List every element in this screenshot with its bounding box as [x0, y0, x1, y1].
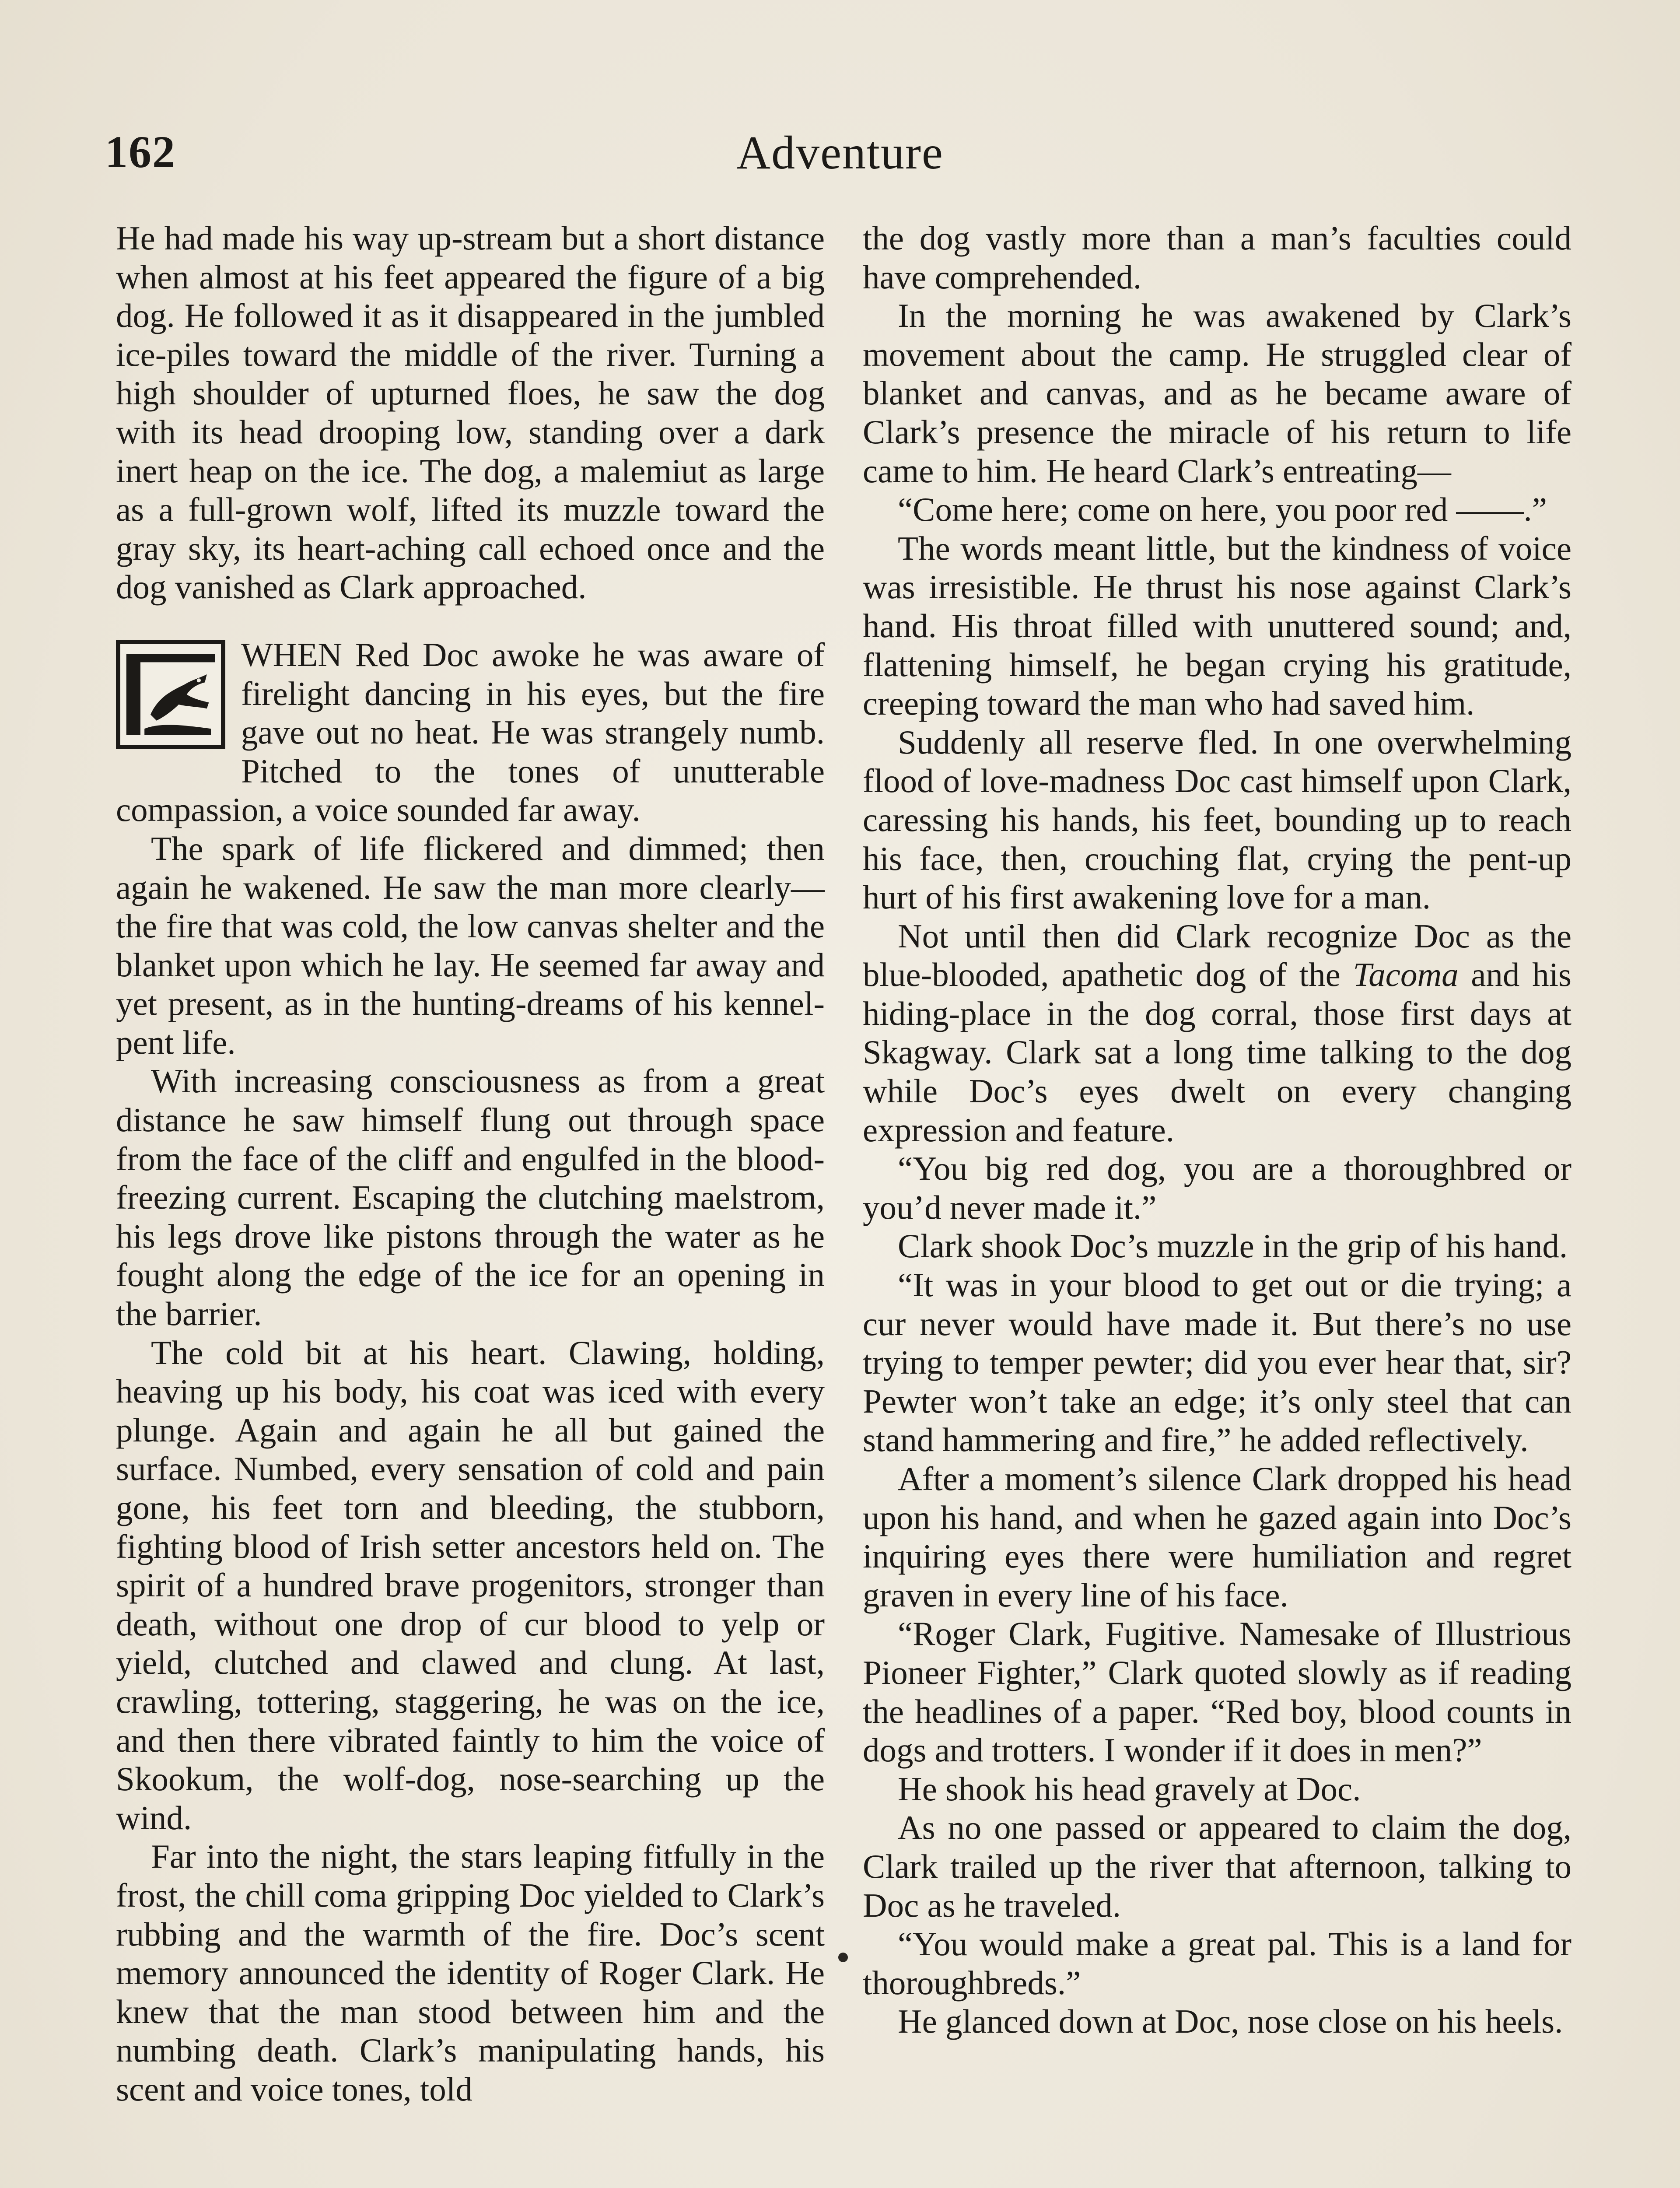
paragraph: The cold bit at his heart. Clawing, holding, heaving up his body, his coat was iced with every plunge. Again and again he all but gained the surface. Numbed, every sensation of cold and pain gone, his feet torn and bleeding, the stubborn, fighting blood of Irish setter ancestors held on. The spirit of a hundred brave progenitors, stronger than death, without one drop of cur blood to yelp or yield, clutched and clawed and clung. At last, crawling, tottering, staggering, he was on the ice, and then there vibrated faintly to him the voice of Skookum, the wolf-dog, nose-searching up the wind.	[116, 1333, 825, 1837]
left-column	[116, 219, 825, 2109]
ship-name: Tacoma	[1353, 956, 1459, 994]
dropcap-lead-word: WHEN	[241, 635, 342, 673]
paragraph: He shook his head gravely at Doc.	[898, 1770, 1361, 1808]
paragraph: Far into the night, the stars leaping fitfully in the frost, the chill coma gripping Doc yielded to Clark’s rubbing and the warmth of the fire. Doc’s scent memory announced the identity of Roger Clark. He knew that the man stood between him and the numbing death. Clark’s manipulating hands, his scent and voice tones, told	[116, 1837, 825, 2108]
paragraph: The spark of life flickered and dimmed; then again he wakened. He saw the man more clearly—the fire that was cold, the low canvas shelter and the blanket upon which he lay. He seemed far away and yet present, as in the hunting-dreams of his kennel-pent life.	[116, 829, 825, 1061]
page-number: 162	[105, 127, 176, 177]
paragraph-text: Not until then did Clark recognize Doc as the blue-blooded, apathetic dog of the	[863, 917, 1572, 994]
paragraph: Suddenly all reserve fled. In one overwhelming flood of love-madness Doc cast himself upon Clark, caressing his hands, his feet, bounding up to reach his face, then, crouching flat, crying the pent-up hurt of his first awakening love for a man.	[863, 723, 1572, 916]
paragraph	[863, 917, 1572, 1150]
paragraph: In the morning he was awakened by Clark’s movement about the camp. He struggled clear of blanket and canvas, and as he became aware of Clark’s presence the miracle of his return to life came to him. He heard Clark’s entreating—	[863, 297, 1572, 490]
running-title: Adventure	[736, 127, 944, 179]
paragraph: “Roger Clark, Fugitive. Namesake of Illustrious Pioneer Fighter,” Clark quoted slowly as if reading the headlines of a paper. “Red boy, blood counts in dogs and trotters. I wonder if it does in men?”	[863, 1615, 1572, 1769]
ink-speck	[838, 1953, 848, 1962]
paragraph-text: and his hiding-place in the dog corral, those first days at Skagway. Clark sat a long time talking to the dog while Doc’s eyes dwelt on every changing expression and feature.	[863, 956, 1572, 1149]
paragraph: “It was in your blood to get out or die trying; a cur never would have made it. But there’s no use trying to temper pewter; did you ever hear that, sir? Pewter won’t take an edge; it’s only steel that can stand hammering and fire,” he added reflectively.	[863, 1266, 1572, 1459]
right-column	[863, 219, 1572, 2041]
paragraph: With increasing consciousness as from a great distance he saw himself flung out through space from the face of the cliff and engulfed in the blood-freezing current. Escaping the clutching maelstrom, his legs drove like pistons through the water as he fought along the edge of the ice for an opening in the barrier.	[116, 1062, 825, 1333]
paragraph: He glanced down at Doc, nose close on his heels.	[898, 2002, 1563, 2041]
page-header	[105, 126, 1575, 187]
paragraph: “You would make a great pal. This is a land for thoroughbreds.”	[863, 1925, 1572, 2002]
paragraph: As no one passed or appeared to claim the dog, Clark trailed up the river that afternoon, talking to Doc as he traveled.	[863, 1809, 1572, 1924]
section-opening-paragraph	[116, 635, 825, 829]
paragraph: He had made his way up-stream but a short distance when almost at his feet appeared the figure of a big dog. He followed it as it disappeared in the jumbled ice-piles toward the middle of the river. Turning a high shoulder of upturned floes, he saw the dog with its head drooping low, standing over a dark inert heap on the ice. The dog, a malemiut as large as a full-grown wolf, lifted its muzzle toward the gray sky, its heart-aching call echoed once and the dog vanished as Clark approached.	[116, 219, 825, 606]
dog-woodcut-icon	[116, 640, 225, 749]
paragraph: After a moment’s silence Clark dropped his head upon his hand, and when he gazed again into Doc’s inquiring eyes there were humiliation and regret graven in every line of his face.	[863, 1460, 1572, 1614]
paragraph: “You big red dog, you are a thoroughbred or you’d never made it.”	[863, 1150, 1572, 1226]
paragraph: The words meant little, but the kindness of voice was irresistible. He thrust his nose against Clark’s hand. His throat filled with unuttered sound; and, flattening himself, he began crying his gratitude, creeping toward the man who had saved him.	[863, 529, 1572, 722]
paragraph: Clark shook Doc’s muzzle in the grip of his hand.	[898, 1227, 1568, 1265]
paragraph: the dog vastly more than a man’s faculties could have comprehended.	[863, 219, 1572, 296]
paragraph-text: Red Doc awoke he was aware of firelight dancing in his eyes, but the fire gave out no heat. He was strangely numb. Pitched to the tones of unutterable compassion, a voice sounded far away.	[116, 635, 825, 829]
paragraph: “Come here; come on here, you poor red ——.”	[898, 491, 1547, 529]
